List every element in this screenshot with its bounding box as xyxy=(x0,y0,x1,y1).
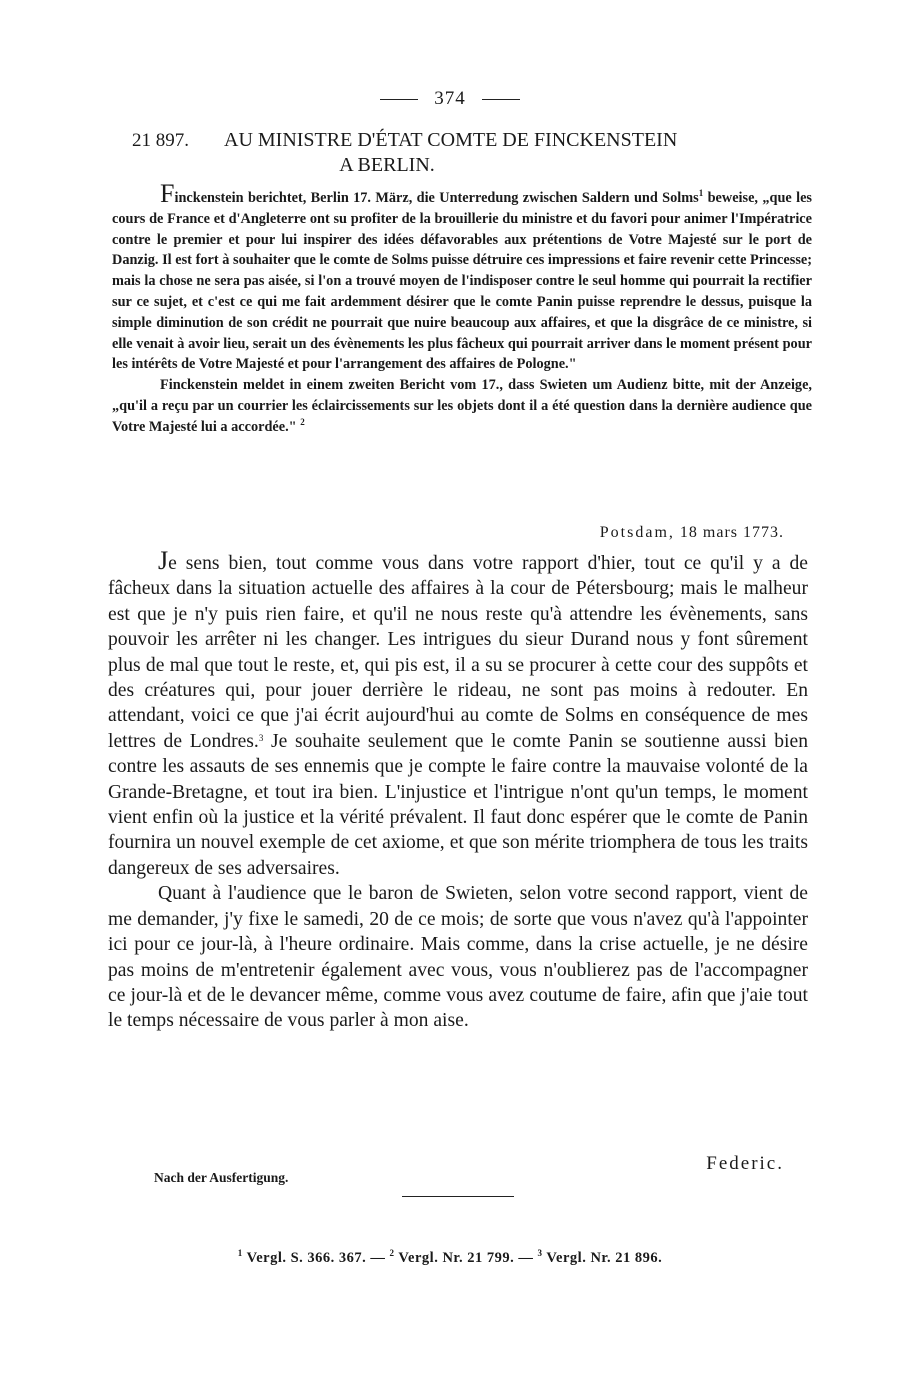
footnote-mark-3: 3 xyxy=(537,1248,543,1258)
dateline-place: Potsdam, xyxy=(599,524,675,541)
footnote-mark-2: 2 xyxy=(389,1248,395,1258)
summary-text-1a: inckenstein berichtet, Berlin 17. März, die Unterredung zwischen Saldern und Solms xyxy=(174,190,699,206)
letter-heading xyxy=(132,128,812,177)
page-number-rule-right xyxy=(482,99,520,100)
letter-paragraph-2 xyxy=(108,881,808,1033)
letter-number: 21 897. xyxy=(132,130,189,151)
letter-text-2: Quant à l'audience que le baron de Swieten, selon votre second rapport, vient de me demander, j'y fixe le samedi, 20 de ce mois; de sorte que vous n'avez qu'à l'appointer ici pour ce jour-là, à l'heure ordinaire. Mais comme, dans la crise actuelle, je ne désire pas moins de m'entretenir également avec vous, vous n'oublierez pas de l'accompagner ce jour-là et de le devancer même, comme vous avez coutume de faire, afin que j'aie tout le temps nécessaire de vous parler à mon aise. xyxy=(108,883,808,1032)
heading-title-line2: A BERLIN. xyxy=(339,154,435,176)
editorial-summary xyxy=(112,179,812,438)
footnote-3: Vergl. Nr. 21 896. xyxy=(546,1250,663,1266)
summary-initial: F xyxy=(160,179,175,208)
summary-paragraph-2 xyxy=(112,375,812,437)
footnote-mark-1: 1 xyxy=(237,1248,243,1258)
dateline xyxy=(0,524,784,542)
footnote-divider xyxy=(402,1196,514,1197)
letter-body xyxy=(108,548,808,1034)
page-number-text: 374 xyxy=(434,88,466,109)
footnotes xyxy=(0,1250,900,1267)
summary-text-1b: beweise, „que les cours de France et d'Angleterre ont su profiter de la brouillerie du ministre et du favori pour animer l'Impératrice contre le premier et pour lui inspirer des idées défavorables aux prétentions de Votre Majesté sur le port de Danzig. Il est fort à souhaiter que le comte de Solms puisse détruire ces impressions et faire revenir cette Princesse; mais la chose ne sera pas aisée, si l'on a trouvé moyen de l'indisposer contre le seul homme qui pourrait la rectifier sur ce sujet, et c'est ce qui me fait ardemment désirer que le comte Panin puisse reprendre le dessus, puisque la simple diminution de son crédit ne pourrait que nuire beaucoup aux affaires, et que la disgrâce de ce ministre, si elle venait à avoir lieu, serait un des évènements les plus fâcheux qui pourrait arriver dans le moment présent pour les intérêts de Votre Majesté et pour l'arrangement des affaires de Pologne." xyxy=(112,190,812,373)
footnote-ref-2: 2 xyxy=(300,416,305,427)
summary-text-2: Finckenstein meldet in einem zweiten Bericht vom 17., dass Swieten um Audienz bitte, mit der Anzeige, „qu'il a reçu par un courrier les éclaircissements sur les objets dont il a été question dans la dernière audience que Votre Majesté lui a accordée." xyxy=(112,377,812,435)
letter-initial: J xyxy=(158,546,169,575)
letter-text-1a: e sens bien, tout comme vous dans votre rapport d'hier, tout ce qu'il y a de fâcheux dans la situation actuelle des affaires à la cour de Pétersbourg; mais le malheur est que je n'y puis rien faire, et qu'il ne nous reste qu'à attendre les évènements, sans pouvoir les arrêter ni les changer. Les intrigues du sieur Durand nous y font sûrement plus de mal que tout le reste, et, qui pis est, il a su se procurer à cette cour des suppôts et des créatures qui, pour jouer derrière le rideau, ne sont pas moins à redouter. En attendant, voici ce que j'ai écrit aujourd'hui au comte de Solms en conséquence de mes lettres de Londres. xyxy=(108,553,808,752)
summary-paragraph-1 xyxy=(112,179,812,375)
page-number-rule-left xyxy=(380,99,418,100)
footnote-2: Vergl. Nr. 21 799. — xyxy=(398,1250,534,1266)
dateline-date: 18 mars 1773. xyxy=(679,524,784,541)
letter-paragraph-1 xyxy=(108,548,808,881)
heading-title-line1: AU MINISTRE D'ÉTAT COMTE DE FINCKENSTEIN xyxy=(224,129,678,151)
source-note: Nach der Ausfertigung. xyxy=(154,1170,289,1185)
footnote-ref-1: 1 xyxy=(698,188,704,198)
footnote-1: Vergl. S. 366. 367. — xyxy=(246,1250,386,1266)
letter-text-1b: Je souhaite seulement que le comte Panin se soutienne aussi bien contre les assauts de ses ennemis que je compte le faire contre la mauvaise volonté de la Grande-Bretagne, et tout ira bien. L'injustice et l'intrigue n'ont qu'un temps, le moment vient enfin où la justice et la vérité prévalent. Il faut donc espérer que le comte de Panin fournira un nouvel exemple de cet axiome, et que son mérite triomphera de tous les traits dangereux de ses adversaires. xyxy=(108,730,808,879)
footnote-ref-3: 3 xyxy=(258,732,264,743)
signature: Federic. xyxy=(706,1153,784,1174)
page-number xyxy=(0,88,900,110)
